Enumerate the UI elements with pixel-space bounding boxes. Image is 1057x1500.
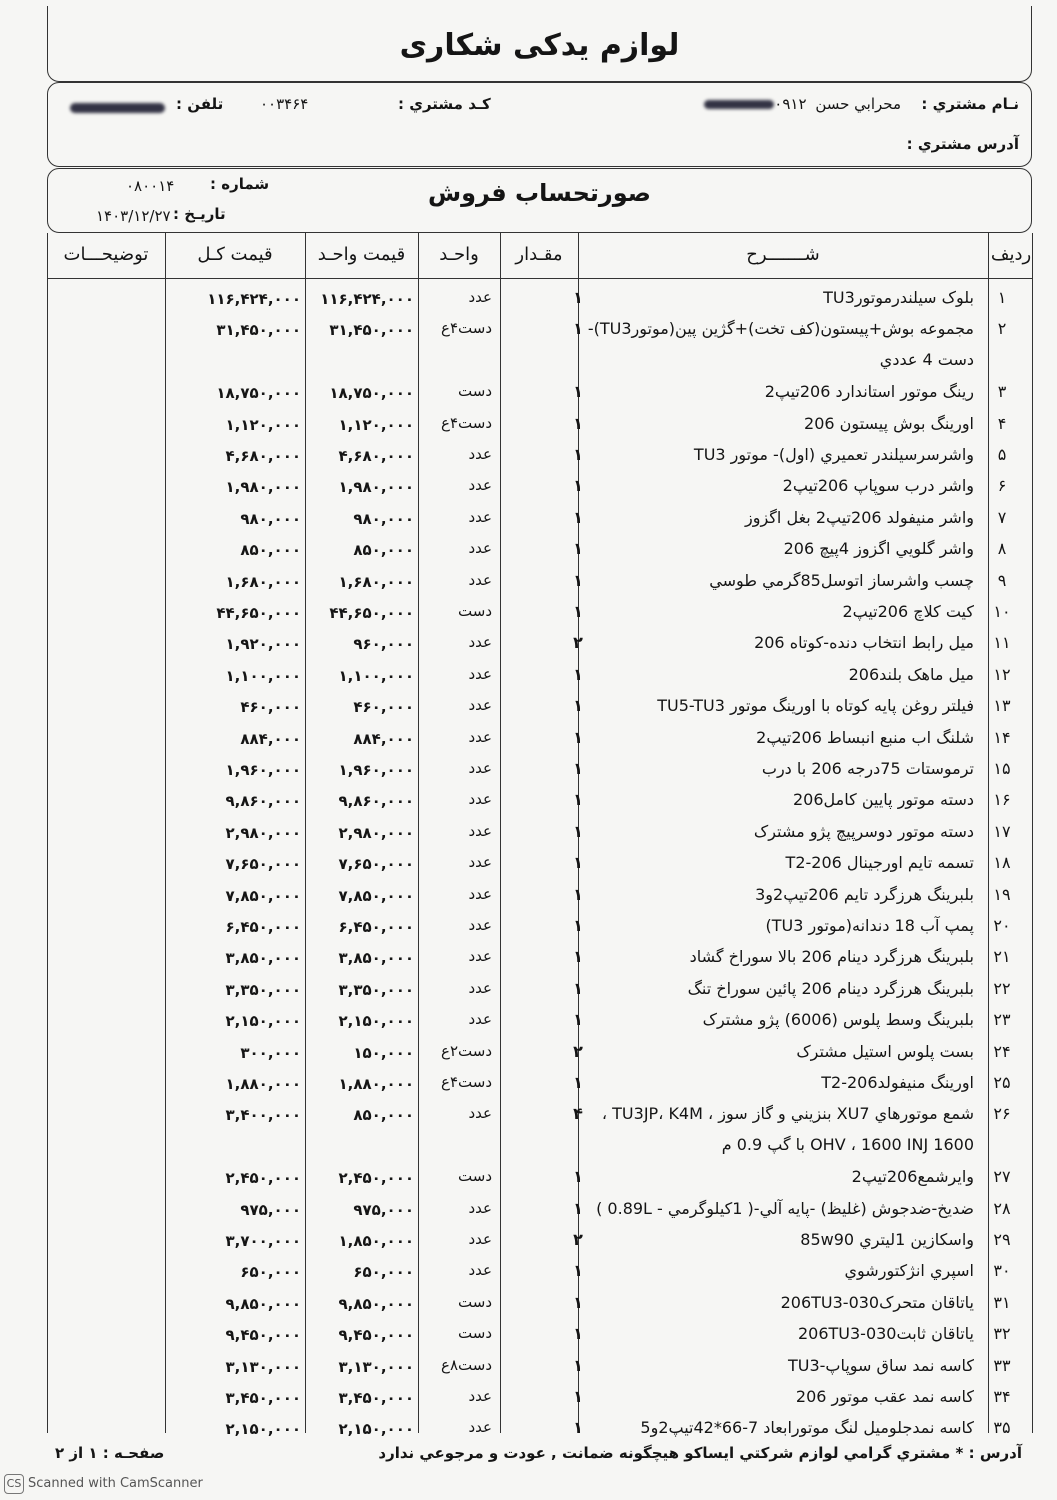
row-total-price: ۲,۹۸۰,۰۰۰ <box>225 823 301 842</box>
row-unit-price: ۱,۱۲۰,۰۰۰ <box>338 415 414 434</box>
row-quantity: ۲ <box>573 633 583 653</box>
row-unit: عدد <box>468 1387 492 1405</box>
row-unit-price: ۳,۴۵۰,۰۰۰ <box>338 1389 414 1407</box>
row-unit: عدد <box>468 476 492 495</box>
row-unit-price: ۸۵۰,۰۰۰ <box>353 1106 414 1125</box>
row-unit-price: ۱۱۶,۴۲۴,۰۰۰ <box>320 290 414 308</box>
row-index: ۱۴ <box>993 727 1011 747</box>
row-quantity: ۱ <box>573 413 583 433</box>
row-unit: عدد <box>468 1104 492 1123</box>
row-quantity: ۱ <box>573 978 583 998</box>
table-row <box>47 1004 1012 1035</box>
tel-redacted <box>70 97 165 116</box>
row-description: کاسه نمد عقب موتور 206 <box>795 1387 974 1406</box>
row-unit-price: ۱,۹۶۰,۰۰۰ <box>338 761 414 779</box>
row-total-price: ۷,۸۵۰,۰۰۰ <box>225 886 301 905</box>
customer-address-label: آدرس مشتري : <box>906 135 1019 153</box>
row-description: بلبرينگ هرزگرد تايم 206تيپ2و3 <box>755 884 974 904</box>
row-unit-price: ۲,۹۸۰,۰۰۰ <box>338 823 414 842</box>
row-unit-price: ۱,۶۸۰,۰۰۰ <box>338 572 414 591</box>
row-total-price: ۳,۴۵۰,۰۰۰ <box>225 1389 301 1407</box>
row-quantity: ۱ <box>573 916 583 935</box>
camscanner-watermark: CS Scanned with CamScanner <box>4 1474 203 1494</box>
row-total-price: ۱۱۶,۴۲۴,۰۰۰ <box>207 290 301 308</box>
row-total-price: ۲,۴۵۰,۰۰۰ <box>225 1169 301 1188</box>
table-row <box>47 533 1012 564</box>
table-row <box>47 973 1012 1004</box>
row-total-price: ۹,۸۵۰,۰۰۰ <box>225 1294 301 1313</box>
row-index: ۳۴ <box>993 1387 1011 1406</box>
row-unit-price: ۳,۸۵۰,۰۰۰ <box>338 949 414 968</box>
row-description: دسته موتور پايين کامل206 <box>793 790 974 810</box>
table-row <box>47 1287 1012 1318</box>
row-quantity: ۱ <box>573 664 583 684</box>
row-total-price: ۴,۶۸۰,۰۰۰ <box>225 447 301 465</box>
row-unit-price: ۶,۴۵۰,۰۰۰ <box>338 918 414 936</box>
table-row <box>47 1067 1012 1098</box>
row-index: ۵ <box>997 445 1007 464</box>
row-total-price: ۱,۹۶۰,۰۰۰ <box>225 761 301 779</box>
row-unit-price: ۶۵۰,۰۰۰ <box>353 1263 414 1282</box>
table-row <box>47 1193 1012 1224</box>
header-total: قيمت كـل <box>197 244 273 265</box>
row-index: ۲ <box>997 319 1007 339</box>
row-unit-price: ۷,۸۵۰,۰۰۰ <box>338 886 414 905</box>
table-row <box>47 847 1012 878</box>
row-total-price: ۹۸۰,۰۰۰ <box>240 509 301 528</box>
header-desc: شـــــــرح <box>746 244 820 265</box>
row-index: ۲۲ <box>993 978 1011 998</box>
row-quantity: ۱ <box>573 1292 583 1312</box>
row-description: پمپ آب 18 دندانه(موتور TU3) <box>765 916 974 935</box>
row-total-price: ۳,۸۵۰,۰۰۰ <box>225 949 301 968</box>
row-quantity: ۱ <box>573 476 583 496</box>
table-row <box>47 313 1012 370</box>
row-quantity: ۲ <box>573 1230 583 1249</box>
row-total-price: ۶,۴۵۰,۰۰۰ <box>225 918 301 936</box>
row-index: ۱ <box>997 288 1007 307</box>
table-row <box>47 1318 1012 1349</box>
row-description: ترموستات 75درجه 206 با درب <box>761 759 974 778</box>
row-index: ۲۳ <box>993 1010 1011 1030</box>
row-unit: دست <box>458 1324 492 1343</box>
row-total-price: ۱,۶۸۰,۰۰۰ <box>225 572 301 591</box>
row-index: ۱۷ <box>993 821 1011 841</box>
row-total-price: ۳,۷۰۰,۰۰۰ <box>225 1232 301 1250</box>
row-unit: عدد <box>468 288 492 306</box>
row-description: فيلتر روغن پايه کوتاه با اورينگ موتور TU5-TU3 <box>657 696 974 716</box>
row-unit-price: ۲,۴۵۰,۰۰۰ <box>338 1169 414 1188</box>
row-unit: دست <box>458 602 492 620</box>
row-unit: دست۲ع <box>441 1041 492 1060</box>
invoice-number-value: ۰۸۰۰۱۴ <box>126 177 175 195</box>
row-total-price: ۶۵۰,۰۰۰ <box>240 1263 301 1282</box>
row-unit-price: ۳۱,۴۵۰,۰۰۰ <box>329 321 414 340</box>
row-index: ۸ <box>997 539 1007 559</box>
row-description: بلبرينگ وسط پلوس (6006) پژو مشترک <box>702 1010 974 1030</box>
row-unit: عدد <box>468 539 492 558</box>
table-row <box>47 282 1012 313</box>
row-total-price: ۴۴,۶۵۰,۰۰۰ <box>216 604 301 622</box>
row-index: ۱۵ <box>993 759 1011 778</box>
row-description: رينگ موتور استاندارد 206تيپ2 <box>764 382 974 402</box>
row-unit-price: ۳,۱۳۰,۰۰۰ <box>338 1357 414 1376</box>
row-unit: عدد <box>468 507 492 526</box>
table-row <box>47 596 1012 627</box>
row-index: ۲۷ <box>993 1167 1011 1187</box>
camscanner-logo-icon: CS <box>4 1474 24 1494</box>
header-unit: واحـد <box>439 244 479 265</box>
row-description: کاسه نمدجلوميل لنگ موتورابعاد 7-66*42تيپ2و5 <box>640 1418 974 1438</box>
row-quantity: ۱ <box>573 1167 583 1187</box>
row-quantity: ۱ <box>573 539 583 559</box>
row-total-price: ۱۸,۷۵۰,۰۰۰ <box>216 384 301 403</box>
row-index: ۱۱ <box>993 633 1011 653</box>
row-unit-price: ۱,۹۸۰,۰۰۰ <box>338 478 414 497</box>
row-unit: عدد <box>468 696 492 715</box>
row-unit-price: ۹۷۵,۰۰۰ <box>353 1200 414 1219</box>
row-index: ۳۵ <box>993 1418 1011 1438</box>
row-unit-price: ۱۵۰,۰۰۰ <box>353 1043 414 1062</box>
row-description: وايرشمع206تيپ2 <box>851 1167 974 1187</box>
row-index: ۶ <box>997 476 1007 496</box>
row-index: ۴ <box>997 413 1007 433</box>
row-description: شلنگ اب منبع انبساط 206تيپ2 <box>756 727 974 747</box>
row-index: ۳۱ <box>993 1292 1011 1312</box>
row-description: واشر گلويي اگزوز 4پيچ 206 <box>783 539 974 559</box>
row-index: ۹ <box>997 570 1007 590</box>
customer-code-value: ۰۰۳۴۶۴ <box>260 95 309 113</box>
row-quantity: ۱ <box>573 947 583 967</box>
row-index: ۷ <box>997 507 1007 527</box>
row-description: بست پلوس استيل مشترک <box>796 1041 974 1061</box>
row-unit: عدد <box>468 853 492 872</box>
header-idx: رديف <box>990 244 1032 265</box>
row-unit-price: ۱,۸۵۰,۰۰۰ <box>338 1232 414 1250</box>
row-total-price: ۳۱,۴۵۰,۰۰۰ <box>216 321 301 340</box>
row-total-price: ۸۸۴,۰۰۰ <box>240 729 301 748</box>
row-total-price: ۹,۴۵۰,۰۰۰ <box>225 1326 301 1345</box>
row-quantity: ۱ <box>573 853 583 873</box>
row-quantity: ۱ <box>573 759 583 778</box>
row-unit: دست <box>458 1167 492 1186</box>
row-unit-price: ۴۶۰,۰۰۰ <box>353 698 414 717</box>
row-index: ۱۲ <box>993 664 1011 684</box>
table-row <box>47 565 1012 596</box>
row-quantity: ۱ <box>573 382 583 402</box>
customer-phone-redacted: ۰۹۱۲ <box>704 95 806 113</box>
row-unit: عدد <box>468 1230 492 1248</box>
row-description: ياتاقان ثابت206TU3-030 <box>797 1324 974 1344</box>
row-quantity: ۱ <box>573 1073 583 1092</box>
row-unit: عدد <box>468 1261 492 1280</box>
invoice-title: صورتحساب فروش <box>428 179 651 207</box>
table-row <box>47 1161 1012 1192</box>
table-row <box>47 753 1012 784</box>
table-row <box>47 470 1012 501</box>
row-quantity: ۱ <box>573 1198 583 1218</box>
row-quantity: ۱ <box>573 821 583 841</box>
row-total-price: ۲,۱۵۰,۰۰۰ <box>225 1420 301 1439</box>
invoice-date-value: ۱۴۰۳/۱۲/۲۷ <box>96 207 171 225</box>
row-unit: عدد <box>468 1418 492 1437</box>
row-index: ۱۹ <box>993 884 1011 904</box>
customer-name-label: نـام مشتري : <box>921 95 1019 113</box>
row-unit-price: ۸۸۴,۰۰۰ <box>353 729 414 748</box>
row-quantity: ۱ <box>573 790 583 810</box>
customer-code-label: کـد مشتري : <box>398 95 491 113</box>
row-index: ۳ <box>997 382 1007 402</box>
row-unit-price: ۹۶۰,۰۰۰ <box>353 635 414 654</box>
table-row <box>47 690 1012 721</box>
row-description: واشر منيفولد 206تيپ2 بغل اگزوز <box>745 507 974 527</box>
row-total-price: ۷,۶۵۰,۰۰۰ <box>225 855 301 874</box>
page-info: صفحـه : ۱ از ۲ <box>55 1444 165 1462</box>
row-index: ۲۵ <box>993 1073 1011 1092</box>
row-unit-price: ۷,۶۵۰,۰۰۰ <box>338 855 414 874</box>
customer-name-value: محرابي حسن ۰۹۱۲ <box>704 95 901 113</box>
row-description: بلبرينگ هرزگرد دينام 206 پائين سوراخ تنگ <box>687 978 974 998</box>
row-quantity: ۱ <box>573 1418 583 1438</box>
row-quantity: ۱ <box>573 602 583 621</box>
row-unit-price: ۹,۸۶۰,۰۰۰ <box>338 792 414 811</box>
row-description: واسکازين 1ليتري 85w90 <box>800 1230 974 1249</box>
table-row <box>47 941 1012 972</box>
row-index: ۲۹ <box>993 1230 1011 1249</box>
row-description: بلبرينگ هرزگرد دينام 206 بالا سوراخ گشاد <box>689 947 974 967</box>
row-index: ۲۴ <box>993 1041 1011 1061</box>
header-notes: توضيحـــات <box>63 244 149 265</box>
row-quantity: ۱ <box>573 507 583 527</box>
table-row <box>47 659 1012 690</box>
row-unit: دست۴ع <box>441 1073 492 1091</box>
row-description: ياتاقان متحرک206TU3-030 <box>780 1292 974 1312</box>
row-total-price: ۱,۸۸۰,۰۰۰ <box>225 1075 301 1093</box>
row-description: تسمه تايم اورجينال T2-206 <box>785 853 974 873</box>
row-index: ۳۰ <box>993 1261 1011 1281</box>
row-unit: عدد <box>468 884 492 903</box>
table-row <box>47 722 1012 753</box>
row-index: ۲۶ <box>993 1104 1011 1124</box>
row-quantity: ۱ <box>573 570 583 590</box>
row-unit: عدد <box>468 821 492 840</box>
row-quantity: ۱ <box>573 1355 583 1375</box>
row-index: ۱۰ <box>993 602 1011 621</box>
row-quantity: ۲ <box>573 1041 583 1061</box>
row-total-price: ۱,۹۸۰,۰۰۰ <box>225 478 301 497</box>
row-quantity: ۱ <box>573 319 583 339</box>
invoice-number-label: شماره : <box>210 175 270 193</box>
row-index: ۱۶ <box>993 790 1011 810</box>
shop-title: لوازم يدكی شكاری <box>399 28 680 63</box>
row-unit: عدد <box>468 727 492 746</box>
table-row <box>47 1350 1012 1381</box>
row-total-price: ۳۰۰,۰۰۰ <box>240 1043 301 1062</box>
row-description: مجموعه بوش+پيستون(کف تخت)+گژين پين(موتورTU3)- <box>587 319 974 339</box>
row-quantity: ۱ <box>573 696 583 716</box>
row-unit-price: ۱۸,۷۵۰,۰۰۰ <box>329 384 414 403</box>
shop-header <box>47 6 1032 82</box>
row-index: ۲۱ <box>993 947 1011 967</box>
row-unit-price: ۹,۴۵۰,۰۰۰ <box>338 1326 414 1345</box>
row-unit: دست۴ع <box>441 413 492 432</box>
row-description: واشرسرسيلندر تعميري (اول)- موتور TU3 <box>693 445 974 464</box>
row-unit: عدد <box>468 947 492 966</box>
row-index: ۲۸ <box>993 1198 1011 1218</box>
header-price: قيمت واحـد <box>317 244 406 265</box>
table-border-right <box>1032 233 1033 1433</box>
row-quantity: ۱ <box>573 1387 583 1406</box>
row-quantity: ۱ <box>573 884 583 904</box>
row-description: بلوک سيلندرموتورTU3 <box>823 288 974 307</box>
table-row <box>47 1255 1012 1286</box>
row-unit: عدد <box>468 978 492 997</box>
row-quantity: ۱ <box>573 445 583 464</box>
row-unit-price: ۴۴,۶۵۰,۰۰۰ <box>329 604 414 622</box>
table-row <box>47 408 1012 439</box>
table-row <box>47 1412 1012 1443</box>
row-unit-price: ۲,۱۵۰,۰۰۰ <box>338 1420 414 1439</box>
row-unit-price: ۲,۱۵۰,۰۰۰ <box>338 1012 414 1031</box>
row-description: چسب واشرساز اتوسل85گرمي طوسي <box>709 570 974 590</box>
row-unit: دست۴ع <box>441 319 492 338</box>
row-unit-price: ۹,۸۵۰,۰۰۰ <box>338 1294 414 1313</box>
footer-note: آدرس : * مشتري گرامي لوازم شرکتي ايساکو هيچگونه ضمانت , عودت و مرجوعي ندارد <box>378 1444 1022 1462</box>
row-total-price: ۳,۳۵۰,۰۰۰ <box>225 980 301 999</box>
row-description: ميل رابط انتخاب دنده-کوتاه 206 <box>754 633 974 653</box>
row-description: کيت کلاچ 206تيپ2 <box>842 602 974 621</box>
row-quantity: ۴ <box>573 1104 583 1124</box>
row-unit: عدد <box>468 570 492 589</box>
row-unit: عدد <box>468 916 492 934</box>
row-unit-price: ۱,۸۸۰,۰۰۰ <box>338 1075 414 1093</box>
table-row <box>47 879 1012 910</box>
row-description-line2: OHV ، 1600 INJ 1600 با گپ 0.9 م <box>721 1135 974 1155</box>
invoice-header <box>47 168 1032 233</box>
row-description: اسپري انژکتورشوي <box>844 1261 974 1281</box>
table-row <box>47 1098 1012 1155</box>
row-description: ميل ماهک بلند206 <box>848 664 974 684</box>
row-total-price: ۹,۸۶۰,۰۰۰ <box>225 792 301 811</box>
row-unit-price: ۸۵۰,۰۰۰ <box>353 541 414 560</box>
row-unit: عدد <box>468 759 492 777</box>
row-index: ۳۲ <box>993 1324 1011 1344</box>
row-description: اورينگ بوش پيستون 206 <box>804 413 974 433</box>
table-header-line <box>47 278 1032 279</box>
tel-label: تلفن : <box>176 95 224 113</box>
row-unit: عدد <box>468 1010 492 1029</box>
row-total-price: ۳,۴۰۰,۰۰۰ <box>225 1106 301 1125</box>
row-total-price: ۴۶۰,۰۰۰ <box>240 698 301 717</box>
row-unit: دست <box>458 1292 492 1311</box>
row-description: دسته موتور دوسرپيچ پژو مشترک <box>753 821 974 841</box>
row-unit-price: ۱,۱۰۰,۰۰۰ <box>338 666 414 685</box>
table-row <box>47 627 1012 658</box>
row-unit-price: ۹۸۰,۰۰۰ <box>353 509 414 528</box>
row-description: کاسه نمد ساق سوپاپ-TU3 <box>787 1355 974 1375</box>
row-unit: عدد <box>468 445 492 463</box>
row-total-price: ۳,۱۳۰,۰۰۰ <box>225 1357 301 1376</box>
row-quantity: ۱ <box>573 1324 583 1344</box>
row-unit: عدد <box>468 1198 492 1217</box>
row-total-price: ۱,۱۲۰,۰۰۰ <box>225 415 301 434</box>
row-description: ضديخ-ضدجوش (غليظ) -پايه آلي-( 1کيلوگرمي - 0.89L ) <box>596 1198 974 1218</box>
row-total-price: ۹۷۵,۰۰۰ <box>240 1200 301 1219</box>
row-unit-price: ۴,۶۸۰,۰۰۰ <box>338 447 414 465</box>
row-unit: دست <box>458 382 492 401</box>
header-qty: مقـدار <box>515 244 563 265</box>
row-description: شمع موتورهاي XU7 بنزيني و گاز سوز ، TU3JP، K4M ، <box>601 1104 974 1124</box>
table-row <box>47 439 1012 470</box>
row-index: ۱۸ <box>993 853 1011 873</box>
row-total-price: ۲,۱۵۰,۰۰۰ <box>225 1012 301 1031</box>
table-row <box>47 502 1012 533</box>
customer-info <box>47 82 1032 167</box>
table-row <box>47 376 1012 407</box>
row-unit: عدد <box>468 633 492 652</box>
row-total-price: ۸۵۰,۰۰۰ <box>240 541 301 560</box>
row-quantity: ۱ <box>573 288 583 307</box>
row-unit: عدد <box>468 664 492 683</box>
table-row <box>47 784 1012 815</box>
table-row <box>47 1224 1012 1255</box>
table-row <box>47 1381 1012 1412</box>
table-row <box>47 910 1012 941</box>
row-unit-price: ۳,۳۵۰,۰۰۰ <box>338 980 414 999</box>
row-index: ۳۳ <box>993 1355 1011 1375</box>
row-description: واشر درب سوپاپ 206تيپ2 <box>782 476 974 496</box>
table-row <box>47 816 1012 847</box>
row-index: ۱۳ <box>993 696 1011 716</box>
invoice-date-label: تاريـخ : <box>173 205 226 223</box>
row-unit: عدد <box>468 790 492 809</box>
row-total-price: ۱,۹۲۰,۰۰۰ <box>225 635 301 654</box>
row-description-line2: دست 4 عددي <box>879 350 974 370</box>
row-description: اورينگ منيفولد206-T2 <box>821 1073 974 1092</box>
row-index: ۲۰ <box>993 916 1011 935</box>
row-unit: دست۸ع <box>441 1355 492 1374</box>
row-quantity: ۱ <box>573 727 583 747</box>
table-row <box>47 1036 1012 1067</box>
row-quantity: ۱ <box>573 1010 583 1030</box>
row-total-price: ۱,۱۰۰,۰۰۰ <box>225 666 301 685</box>
row-quantity: ۱ <box>573 1261 583 1281</box>
